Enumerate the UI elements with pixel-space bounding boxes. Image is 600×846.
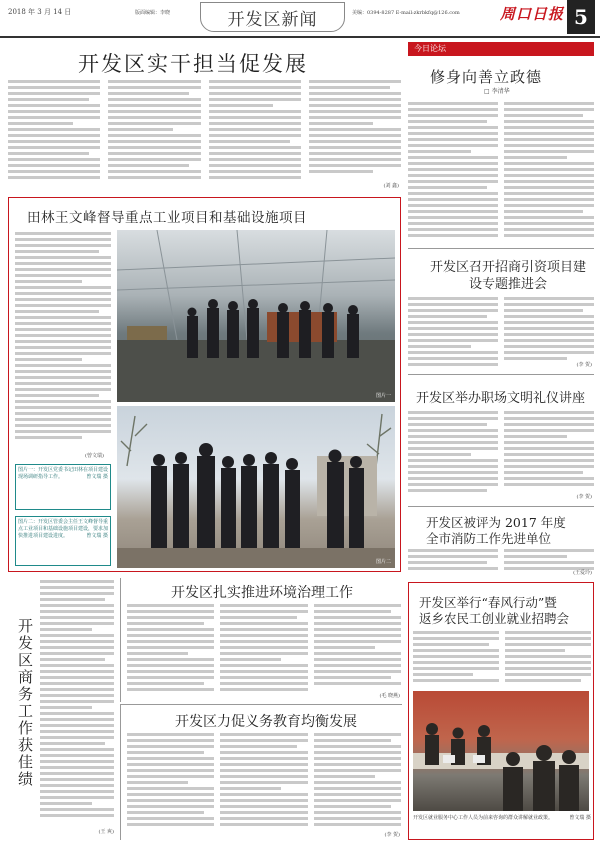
masthead [0, 0, 600, 38]
lead-headline: 开发区实干担当促发展 [78, 52, 308, 76]
photo2-caption: 图片二：开发区管委会主任王文峰督导重点工业项目和基础设施项目建设，要求加快推进项目建设进度。 [18, 519, 109, 539]
editor-credit: 版面编辑：李晓 [135, 10, 171, 16]
spring-headline-line2: 返乡农民工创业就业招聘会 [419, 611, 570, 626]
commerce-headline [12, 618, 36, 828]
environment-signature: (毛 晓燕) [379, 693, 400, 699]
investment-signature: (李 贺) [576, 362, 592, 368]
etiquette-signature: (李 贺) [576, 494, 592, 500]
spring-caption [413, 815, 591, 822]
fire-body-text [408, 549, 594, 577]
investment-headline-text: 开发区召开招商引资项目建设专题推进会 [429, 260, 586, 292]
commerce-body-text [40, 580, 114, 828]
etiquette-headline: 开发区举办职场文明礼仪讲座 [416, 391, 586, 406]
education-signature: (李 贺) [384, 832, 400, 838]
education-body-text [127, 733, 401, 837]
fire-headline-line2: 全市消防工作先进单位 [426, 531, 552, 546]
inspection-headline: 田林王文峰督导重点工业项目和基础设施项目 [27, 210, 307, 226]
job-fair-photo [413, 691, 589, 811]
inspection-feature [8, 197, 401, 572]
etiquette-article [408, 374, 594, 502]
photo1-caption-box [15, 464, 111, 510]
education-article [120, 704, 402, 840]
spring-body-text [413, 631, 591, 687]
photo1-credit: 曾文瑞 摄 [86, 474, 108, 480]
page-number-box [567, 0, 595, 34]
investment-headline [428, 259, 588, 293]
commerce-headline-text: 开发区商务工作获佳绩 [16, 618, 34, 788]
spring-headline-line1: 开发区举行“春风行动”暨 [419, 595, 557, 610]
spring-action-article [408, 582, 594, 840]
issue-date: 2018 年 3 月 14 日 [8, 8, 72, 16]
editorial-contact: 美编：0394-8287 E-mail:zkrbkfq@126.com [352, 10, 460, 16]
inspection-signature: (曾文瑞) [85, 453, 104, 459]
factory-photo [117, 230, 395, 402]
lead-body-text [8, 80, 401, 188]
spring-caption-text: 开发区就业服务中心工作人员为前来咨询的群众讲解就业政策。 [413, 815, 554, 821]
column-author: □ 李清华 [484, 88, 510, 95]
column-headline: 修身向善立政德 [430, 68, 543, 86]
investment-article [408, 248, 594, 370]
photo1-caption: 图片一：开发区党委书记田林在项目建设现场调研指导工作。 [18, 467, 109, 480]
fire-signature: (王爱玲) [573, 570, 592, 576]
column-tag [408, 42, 594, 56]
environment-article [120, 578, 402, 702]
paper-name: 周口日报 [500, 5, 565, 23]
education-headline: 开发区力促义务教育均衡发展 [175, 714, 357, 730]
environment-body-text [127, 604, 401, 698]
site-photo [117, 406, 395, 568]
factory-scene-icon [117, 230, 395, 402]
page-number: 5 [574, 5, 588, 29]
section-title: 开发区新闻 [227, 9, 318, 30]
job-fair-scene-icon [413, 691, 589, 811]
photo2-credit: 曾文瑞 摄 [86, 533, 108, 539]
fire-headline-line1: 开发区被评为 2017 年度 [426, 515, 566, 530]
lead-article [8, 40, 401, 192]
photo1-label: 图片一 [375, 393, 391, 399]
spring-caption-credit: 曾文瑞 摄 [569, 815, 591, 821]
lead-signature: (刘 鑫) [383, 183, 399, 189]
etiquette-body-text [408, 411, 594, 501]
column-body-text [408, 102, 594, 242]
inspection-body-text [15, 232, 111, 448]
commerce-article [8, 578, 116, 840]
environment-headline: 开发区扎实推进环境治理工作 [171, 585, 353, 601]
investment-body-text [408, 297, 594, 369]
column-tag-label: 今日论坛 [414, 44, 446, 53]
fire-article [408, 506, 594, 578]
group-scene-icon [117, 406, 395, 568]
section-title-box [200, 2, 345, 32]
column-article [408, 40, 594, 245]
photo2-caption-box [15, 516, 111, 566]
photo2-label: 图片二 [375, 559, 391, 565]
commerce-signature: (王 爽) [98, 829, 114, 835]
